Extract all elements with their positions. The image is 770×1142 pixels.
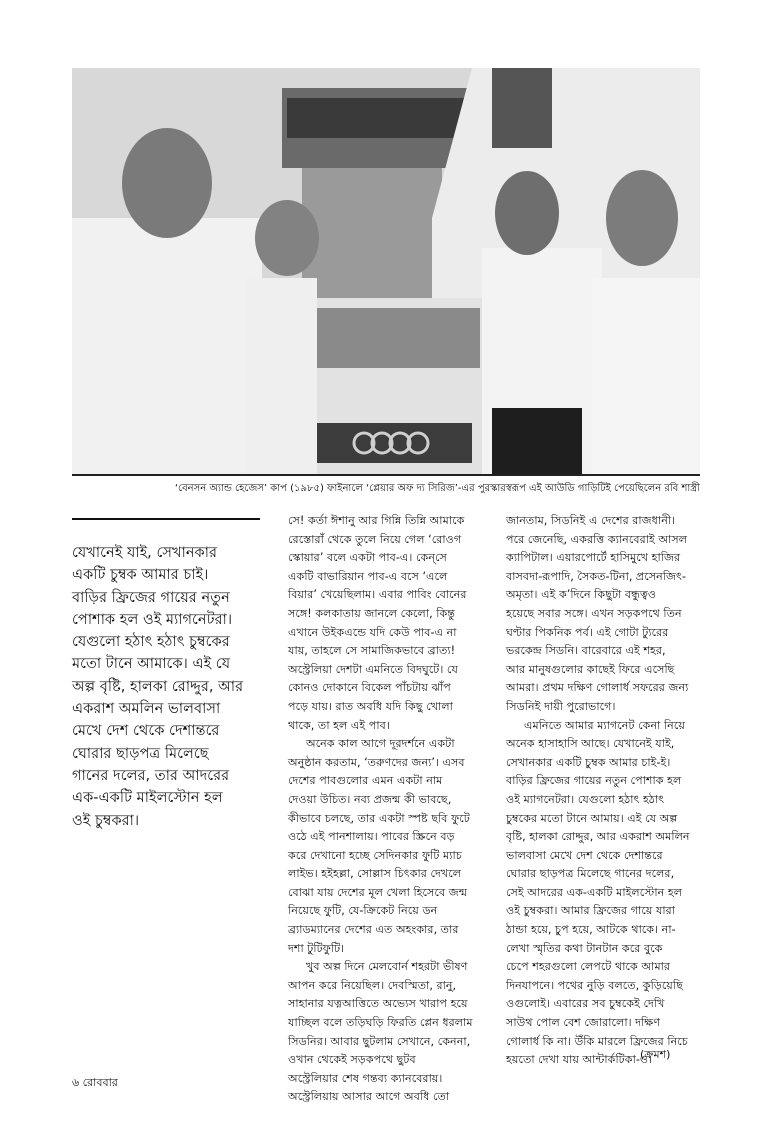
article-column-3 <box>506 512 702 1070</box>
text-line: গোলার্ধ কি না। উঁকি মারলে ফ্রিজের নিচে <box>506 1034 688 1048</box>
text-line: একরাশ অমলিন ভালবাসা <box>72 700 221 718</box>
article-column-2 <box>288 512 478 1107</box>
text-line: পোশাক হল ওই ম্যাগনেটরা। <box>72 610 233 628</box>
text-line: বাসবদা-রূপাদি, সৈকত-টিনা, প্রসেনজিৎ- <box>506 569 687 583</box>
column-2-text <box>288 512 478 1107</box>
text-line: কোনও দোকানে বিকেল পাঁচটায় ঝাঁপ <box>288 681 451 695</box>
text-line: যায়, তাহলে সে সামাজিকভাবে ব্রাত্য! <box>288 644 456 658</box>
text-line: অনেক হাসাহাসি আছে। যেখানেই যাই, <box>506 737 675 751</box>
text-line: রেস্তোরাঁ থেকে তুলে নিয়ে গেল ‘রোওগ <box>288 532 462 546</box>
text-line: ঘোরার ছাড়পত্র মিলেছে গানের দলের, <box>506 867 675 881</box>
text-line: দেওয়া উচিত। নব্য প্রজন্ম কী ভাবছে, <box>288 792 452 806</box>
text-line: আপন করে নিয়েছিল। দেবস্মিতা, রানু, <box>288 978 457 992</box>
text-line: যাচ্ছিল বলে তড়িঘড়ি ফিরতি প্লেন ধরলাম <box>288 1016 473 1030</box>
text-line: মতো টানে আমাকে। এই যে <box>72 655 231 673</box>
text-line: ওই ম্যাগনেটরা। যেগুলো হঠাৎ হঠাৎ <box>506 792 665 806</box>
text-line: একটি বাভারিয়ান পাব-এ বসে ‘এলে <box>288 569 448 583</box>
text-line: মেখে দেশ থেকে দেশান্তরে <box>72 722 220 740</box>
text-line: সে! কর্তা ঈশানু আর গিন্নি তিন্নি আমাকে <box>288 514 465 527</box>
text-line: বাড়ির ফ্রিজের গায়ের নতুন <box>72 588 230 606</box>
text-line: দশা টুটিফুটি। <box>288 941 345 955</box>
text-line: আর মানুষগুলোর কাছেই ফিরে এসেছি <box>506 662 675 676</box>
column-3-text <box>506 512 702 1070</box>
text-line: এমনিতে আমার ম্যাগনেট কেনা নিয়ে <box>524 718 685 732</box>
text-line: বৃষ্টি, হালকা রোদ্দুর, আর একরাশ অমলিন <box>506 830 690 844</box>
text-line: লেখা স্মৃতির কথা টানটান করে বুকে <box>506 941 663 955</box>
text-line: সিডনির। আবার ছুটলাম সেখানে, কেননা, <box>288 1034 471 1048</box>
text-line: বিয়ার’ খেয়েছিলাম। এবার পাবিং বোনের <box>288 588 467 602</box>
text-line: আমরা। প্রথম দক্ষিণ গোলার্ধ সফরের জন্য <box>506 681 689 695</box>
photo-illustration <box>72 68 700 474</box>
text-line: ভালবাসা মেখে দেশ থেকে দেশান্তরে <box>506 848 663 862</box>
text-line: জানতাম, সিডনিই এ দেশের রাজধানী। <box>506 514 676 527</box>
page-folio: ৬ রোববার <box>72 1076 118 1089</box>
text-line: এক-একটি মাইলস্টোন হল <box>72 789 223 807</box>
text-line: লাইভ। হইহল্লা, সোল্লাস চিৎকার দেখলে <box>288 867 462 881</box>
text-line: সেখানকার একটি চুম্বক আমার চাই-ই। <box>506 755 671 769</box>
text-line: কীভাবে চলছে, তার একটা স্পষ্ট ছবি ফুটে <box>288 811 470 825</box>
text-line: সিডনিই দায়ী পুরোভাগে। <box>506 699 616 713</box>
text-line: পড়ে যায়। রাত অবধি যদি কিছু খোলা <box>288 699 453 713</box>
text-line: অস্ট্রেলিয়ায় আসার আগে অবধি তো <box>288 1090 450 1104</box>
text-line: ওগুলোই। এবারের সব চুম্বকেই দেখি <box>506 997 665 1011</box>
text-line: বোঝা যায় দেশের মূল খেলা হিসেবে জন্ম <box>288 885 468 899</box>
text-line: বাড়ির ফ্রিজের গায়ের নতুন পোশাক হল <box>506 774 682 788</box>
text-line: থাকে, তা হল এই পাব। <box>288 718 390 732</box>
pull-quote <box>72 542 272 832</box>
text-line: ওই চুম্বকরা। <box>72 811 140 829</box>
text-line: অস্ট্রেলিয়া দেশটা এমনিতে বিদঘুটে। যে <box>288 662 458 676</box>
text-line: ঠান্ডা হয়ে, চুপ হয়ে, আটকে থাকে। না- <box>506 923 676 937</box>
text-line: চেপে শহরগুলো লেপটে থাকে আমার <box>506 960 671 974</box>
text-line: ওঠে এই পানশালায়। পাবের স্ক্রিনে বড় <box>288 830 455 844</box>
text-line: হয়তো দেখা যায় আন্টার্কটিকা-ও। <box>506 1053 653 1067</box>
text-line: অনুষ্ঠান করতাম, ‘তরুণদের জন্য’। এসব <box>288 755 465 769</box>
text-line: ভরকেন্দ্র সিডনি। বারেবারে এই শহর, <box>506 644 666 658</box>
text-line: করে দেখানো হচ্ছে সেদিনকার ফুটি ম্যাচ <box>288 848 462 862</box>
pull-quote-rule <box>72 518 260 520</box>
text-line: সেই আদরের এক-একটি মাইলস্টোন হল <box>506 885 683 899</box>
text-line: ঘণ্টার পিকনিক পর্ব। এই গোটা ট্যুরের <box>506 625 669 639</box>
text-line: সঙ্গে! কলকাতায় জানলে কেলো, কিন্তু <box>288 606 455 620</box>
text-line: পরে জেনেছি, একরত্তি ক্যানবেরাই আসল <box>506 532 688 546</box>
text-line: দিনযাপনে। পথের নুড়ি বলতে, কুড়িয়েছি <box>506 978 683 992</box>
text-line: ওই চুম্বকরা। আমার ফ্রিজের গায়ে যারা <box>506 904 676 918</box>
text-line: অল্প বৃষ্টি, হালকা রোদ্দুর, আর <box>72 677 244 695</box>
photo-caption: ‘বেনসন অ্যান্ড হেজেস’ কাপ (১৯৮৫) ফাইনালে ‘প্লেয়ার অফ দ্য সিরিজ’-এর পুরস্কারস্বরূপ এই আউডি গাড়িটিই পেয়েছিলেন রবি শাস্ত্রী <box>174 483 700 494</box>
text-line: অমৃতা। এই ক’দিনে কিছুটা বন্ধুত্বও <box>506 588 657 602</box>
text-line: হয়েছে সবার সঙ্গে। এখন সড়কপথে তিন <box>506 606 682 620</box>
pull-quote-text <box>72 542 272 832</box>
text-line: যেখানেই যাই, সেখানকার <box>72 544 218 561</box>
text-line: নিয়েছে ফুটি, যে-ক্রিকেট নিয়ে ডন <box>288 904 438 918</box>
text-line: ঘোরার ছাড়পত্র মিলেছে <box>72 744 209 762</box>
article-photo <box>72 68 700 476</box>
text-line: যেগুলো হঠাৎ হঠাৎ চুম্বকের <box>72 633 230 651</box>
text-line: দেশের পাবগুলোর এমন একটা নাম <box>288 774 443 788</box>
continued-label: (ক্রমশ) <box>640 1048 671 1061</box>
text-line: সাউথ পোল বেশ জোরালো। দক্ষিণ <box>506 1016 661 1030</box>
text-line: স্কোয়ার’ বলে একটা পাব-এ। কেন্‌সে <box>288 551 447 565</box>
text-line: অনেক কাল আগে দূরদর্শনে একটা <box>306 737 455 751</box>
text-line: একটি চুম্বক আমার চাই। <box>72 566 209 584</box>
text-line: এখানে উইকএন্ডে যদি কেউ পাব-এ না <box>288 625 457 639</box>
text-line: সাহানার যত্নআত্তিতে অভ্যেস খারাপ হয়ে <box>288 997 468 1011</box>
text-line: চুম্বকের মতো টানে আমায়। এই যে অল্প <box>506 811 678 825</box>
text-line: গানের দলের, তার আদরের <box>72 766 230 784</box>
text-line: খুব অল্প দিনে মেলবোর্ন শহরটা ভীষণ <box>306 960 468 974</box>
text-line: ক্যাপিটাল। এয়ারপোর্টে হাসিমুখে হাজির <box>506 551 681 565</box>
text-line: ওখান থেকেই সড়কপথে ছুটব <box>288 1053 416 1067</box>
text-line: অস্ট্রেলিয়ার শেষ গন্তব্য ক্যানবেরায়। <box>288 1071 443 1085</box>
text-line: ব্র্যাডম্যানের দেশের এত অহংকার, তার <box>288 923 459 937</box>
